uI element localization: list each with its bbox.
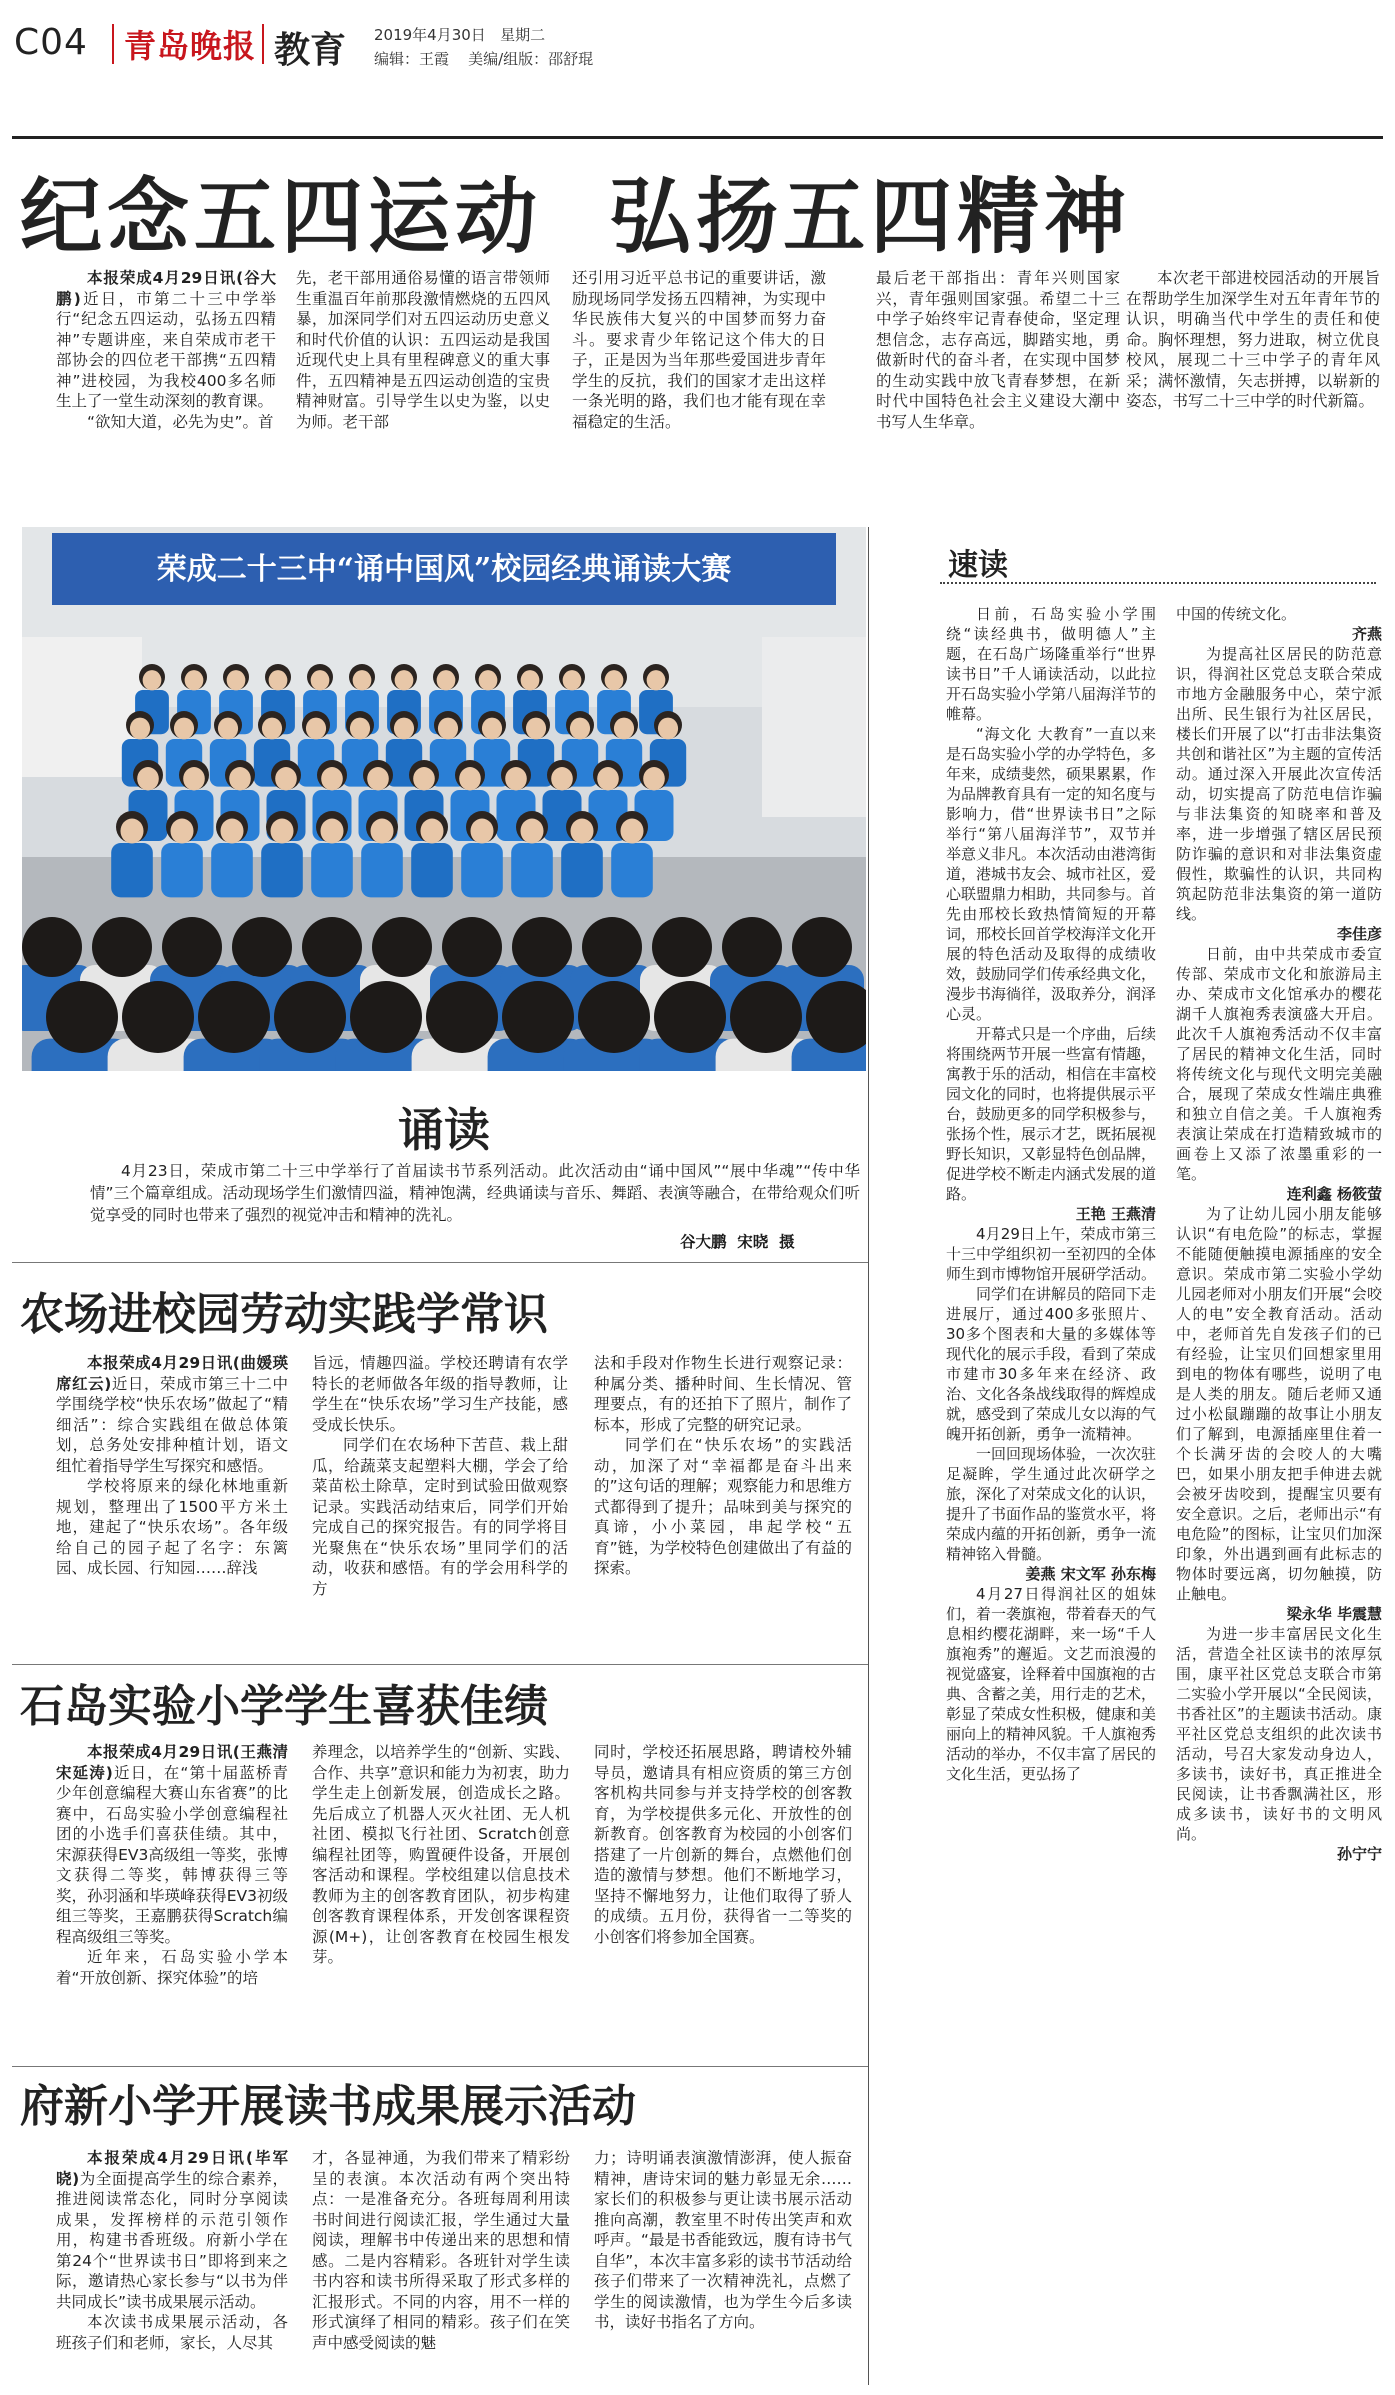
student-face <box>521 670 540 690</box>
student-face <box>185 670 204 690</box>
audience-head <box>426 981 498 1053</box>
sudu-title-rule <box>940 582 1376 584</box>
page-headline: 纪念五四运动 弘扬五四精神 <box>20 170 1132 265</box>
shidao-article-col-2 <box>312 1742 570 2058</box>
lead-article-col-3 <box>572 268 826 516</box>
photo-section-title: 诵读 <box>398 1103 490 1157</box>
student-face <box>218 718 238 740</box>
masthead <box>0 0 1395 80</box>
student-face <box>620 819 643 844</box>
audience-head <box>442 917 502 977</box>
farm-article-col-1 <box>56 1353 288 1661</box>
article-text: 养理念，以培养学生的“创新、实践、合作、共享”意识和能力为初衷，助力学生走上创新发展，创造成长之路。先后成立了机器人灭火社团、无人机社团、模拟飞行社团、Scratch创意编程社团等，购置硬件设备，开展创客活动和课程。学校组建以信息技术教师为主的创客教育团队，初步构建创客教育课程体系，开发创客课程资源(M+)，让创客教育在校园生根发芽。 <box>312 1743 570 1966</box>
article-text: 本次读书成果展示活动，各班孩子们和老师，家长，人尽其 <box>56 2313 288 2352</box>
fuxin-article-col-1 <box>56 2148 288 2384</box>
article-text: 近日，在“第十届蓝桥青少年创意编程大赛山东省赛”的比赛中，石岛实验小学创意编程社团的小选手们喜获佳绩。其中，宋源获得EV3高级组一等奖，张博文获得二等奖，韩博获得三等奖，孙羽涵和毕瑛峰获得EV3初级组三等奖，王嘉鹏获得Scratch编程高级组三等奖。 <box>56 1763 288 1946</box>
student-face <box>229 767 251 790</box>
student-face <box>459 767 481 790</box>
student-face <box>370 819 393 844</box>
student-figure <box>161 843 203 897</box>
student-face <box>526 718 546 740</box>
brief-text: 同学们在讲解员的陪同下走进展厅，通过400多张照片、30多个图表和大量的多媒体等现代化的展示手段，看到了荣成市建市30多年来在经济、政治、文化各条战线取得的辉煌成就，感受到了荣成儿女以海的气魄开拓创新，勇争一流精神。 <box>946 1285 1156 1443</box>
dateline: 本报荣成4月29日讯(王燕清 宋延涛) <box>56 1743 288 1782</box>
brief-text: 4月29日上午，荣成市第三十三中学组织初一至初四的全体师生到市博物馆开展研学活动。 <box>946 1225 1156 1283</box>
brief-text: 为提高社区居民的防范意识，得润社区党总支联合荣成市地方金融服务中心，荣宁派出所、民生银行为社区居民，楼长们开展了以“打击非法集资 共创和谐社区”为主题的宣传活动。通过深入开展此次宣传活动，切实提高了防范电信诈骗与非法集资的知晓率和普及率，进一步增强了辖区居民预防诈骗的意识和对非法集资虚假性，欺骗性的认识，共同构筑起防范非法集资的第一道防线。 <box>1176 645 1382 923</box>
student-face <box>143 670 162 690</box>
student-face <box>413 767 435 790</box>
fuxin-article-title: 府新小学开展读书成果展示活动 <box>20 2081 636 2132</box>
brief-byline: 齐燕 <box>1351 625 1382 643</box>
audience-head <box>232 917 292 977</box>
student-figure <box>611 843 653 897</box>
student-figure <box>261 843 303 897</box>
student-figure <box>561 843 603 897</box>
photo-caption: 4月23日，荣成市第二十三中学举行了首届读书节系列活动。此次活动由“诵中国风”“展中华魂”“传中华情”三个篇章组成。活动现场学生们激情四溢，精神饱满，经典诵读与音乐、舞蹈、表演等融合，在带给观众们听觉享受的同时也带来了强烈的视觉冲击和精神的洗礼。 <box>90 1162 860 1224</box>
brief-text: “海文化 大教育”一直以来是石岛实验小学的办学特色，多年来，成绩斐然，硕果累累，作为品牌教育具有一定的知名度与影响力，借“世界读书日”之际举行“第八届海洋节”，双节并举意义非凡。本次活动由港湾街道，港城书友会、城市社区，爱心联盟鼎力相助，共同参与。首先由邢校长致热情简短的开幕词，邢校长回首学校海洋文化开展的特色活动及取得的成绩收效，鼓励同学们传承经典文化，漫步书海徜徉，汲取养分，润泽心灵。 <box>946 725 1156 1023</box>
brief-text: 为了让幼儿园小朋友能够认识“有电危险”的标志，掌握不能随便触摸电源插座的安全意识。荣成市第二实验小学幼儿园老师对小朋友们开展“会咬人的电”安全教育活动。活动中，老师首先自发孩子们的已有经验，让宝贝们回想家里用到电的物体有哪些，说明了电是人类的朋友。随后老师又通过小松鼠蹦蹦的故事让小朋友们了解到，电源插座里住着一个长满牙齿的会咬人的大嘴巴，如果小朋友把手伸进去就会被牙齿咬到，提醒宝贝要有安全意识。之后，老师出示“有电危险”的图标，让宝贝们加深印象，外出遇到画有此标志的物体时要远离，切勿触摸，防止触电。 <box>1176 1205 1382 1603</box>
brief-text: 日前，石岛实验小学围绕“读经典书，做明德人”主题，在石岛广场隆重举行“世界读书日”千人诵读活动，以此拉开石岛实验小学第八届海洋节的帷幕。 <box>946 605 1156 723</box>
farm-article-title: 农场进校园劳动实践学常识 <box>20 1289 548 1340</box>
article-text: 近日，荣成市第三十二中学围绕学校“快乐农场”做起了“精细活”：综合实践组在做总体策划，总务处安排种植计划，语文组忙着指导学生写探究和感悟。 <box>56 1374 288 1475</box>
dateline: 本报荣成4月29日讯(曲媛瑛 席红云) <box>56 1354 288 1393</box>
audience-head <box>654 981 726 1053</box>
audience-head <box>274 981 346 1053</box>
article-text: “欲知大道，必先为史”。首 <box>87 412 274 431</box>
student-face <box>597 767 619 790</box>
farm-article-col-3 <box>594 1353 852 1661</box>
student-face <box>174 718 194 740</box>
audience-head <box>92 917 152 977</box>
audience-head <box>722 917 782 977</box>
student-figure <box>311 843 353 897</box>
student-face <box>570 718 590 740</box>
audience-head <box>652 917 712 977</box>
student-face <box>482 718 502 740</box>
brief-text: 开幕式只是一个序曲，后续将围绕两节开展一些富有情趣，寓教于乐的活动，相信在丰富校园文化的同时，也将提供展示平台，鼓励更多的同学积极参与，张扬个性，展示才艺，既拓展视野长知识，又彰显特色创品牌，促进学校不断走内涵式发展的道路。 <box>946 1025 1156 1203</box>
student-face <box>520 819 543 844</box>
student-face <box>605 670 624 690</box>
photo-credit: 谷大鹏 宋晓 摄 <box>680 1233 795 1251</box>
column-divider <box>868 527 869 2385</box>
brief-byline: 梁永华 毕震慧 <box>1286 1605 1382 1623</box>
student-face <box>614 718 634 740</box>
sudu-col-a <box>946 604 1156 2384</box>
student-face <box>367 767 389 790</box>
student-face <box>658 718 678 740</box>
audience-head <box>792 917 852 977</box>
student-face <box>643 767 665 790</box>
brief-text: 日前，由中共荣成市委宣传部、荣成市文化和旅游局主办、荣成市文化馆承办的樱花湖千人旗袍秀表演盛大开启。此次千人旗袍秀活动不仅丰富了居民的精神文化生活，同时将传统文化与现代文明完美融合，展现了荣成女性端庄典雅和独立自信之美。千人旗袍秀表演让荣成在打造精致城市的画卷上又添了浓墨重彩的一笔。 <box>1176 945 1382 1183</box>
audience-head <box>582 917 642 977</box>
audience-head <box>198 981 270 1053</box>
article-text: 最后老干部指出：青年兴则国家兴，青年强则国家强。希望二十三中学子始终牢记青春使命，坚定理想信念，志存高远，脚踏实地，勇做新时代的奋斗者，在实现中国梦的生动实践中放飞青春梦想，在新时代中国特色社会主义建设大潮中书写人生华章。 <box>876 269 1120 431</box>
student-face <box>438 718 458 740</box>
student-face <box>220 819 243 844</box>
brief-text: 4月27日得润社区的姐妹们，着一袭旗袍，带着春天的气息相约樱花湖畔，来一场“千人旗袍秀”的邂逅。文艺而浪漫的视觉盛宴，诠释着中国旗袍的古典、含蓄之美，用行走的艺术，彰显了荣成女性积极，健康和美丽向上的精神风貌。千人旗袍秀活动的举办，不仅丰富了居民的文化生活，更弘扬了 <box>946 1585 1156 1783</box>
audience-head <box>162 917 222 977</box>
student-face <box>306 718 326 740</box>
farm-article-col-2 <box>312 1353 568 1661</box>
sudu-col-b <box>1176 604 1382 2384</box>
article-text: 法和手段对作物生长进行观察记录：种属分类、播种时间、生长情况、管理要点，有的还拍下了照片，制作了标本，形成了完整的研究记录。 <box>594 1354 852 1434</box>
student-face <box>551 767 573 790</box>
article-text: 学校将原来的绿化林地重新规划，整理出了1500平方米土地，建起了“快乐农场”。各年级给自己的园子起了名字：东篱园、成长园、行知园……辞浅 <box>56 1477 288 1577</box>
masthead-divider <box>262 24 264 64</box>
audience-head <box>730 981 802 1053</box>
dateline: 本报荣成4月29日讯(谷大鹏) <box>56 269 276 308</box>
article-text: 近年来，石岛实验小学本着“开放创新、探究体验”的培 <box>56 1948 288 1987</box>
fuxin-article-col-3 <box>594 2148 852 2384</box>
article-text: 本次老干部进校园活动的开展旨在帮助学生加深学生对五年青年节的认识，明确当代中学生的责任和使命。胸怀理想，努力进取，树立优良校风，展现二十三中学子的青年风采；满怀激情，矢志拼搏，以崭新的姿态，书写二十三中学的时代新篇。 <box>1126 269 1380 410</box>
section-divider <box>12 1664 868 1665</box>
brief-text: 一回回现场体验，一次次驻足凝眸，学生通过此次研学之旅，深化了对荣成文化的认识，提升了书面作品的鉴赏水平，将荣成内蕴的开拓创新，勇争一流精神铭入骨髓。 <box>946 1445 1156 1563</box>
student-figure <box>411 843 453 897</box>
student-face <box>137 767 159 790</box>
article-text: 同时，学校还拓展思路，聘请校外辅导员，邀请具有相应资质的第三方创客机构共同参与并支持学校的创客教育，为学校提供多元化、开放性的创新教育。创客教育为校园的小创客们搭建了一片创新的舞台，点燃他们创造的激情与梦想。他们不断地学习，坚持不懈地努力，让他们取得了骄人的成绩。五月份，获得省一二等奖的小创客们将参加全国赛。 <box>594 1743 852 1946</box>
student-face <box>353 670 372 690</box>
student-face <box>275 767 297 790</box>
masthead-divider <box>112 24 114 64</box>
brief-byline: 王艳 王燕清 <box>1075 1205 1156 1223</box>
page-number: C04 <box>14 22 88 63</box>
shidao-article-col-1 <box>56 1742 288 2058</box>
audience-head <box>502 981 574 1053</box>
brief-byline: 李佳彦 <box>1336 925 1382 943</box>
audience-head <box>372 917 432 977</box>
student-figure <box>361 843 403 897</box>
student-face <box>170 819 193 844</box>
editor-credits: 编辑：王霞 美编/组版：邵舒琨 <box>374 50 594 68</box>
lead-article-col-1 <box>56 268 276 516</box>
event-photo <box>22 527 866 1071</box>
lead-article-col-2 <box>296 268 550 516</box>
student-figure <box>111 843 153 897</box>
sudu-title: 速读 <box>948 548 1008 583</box>
student-face <box>183 767 205 790</box>
audience-head <box>578 981 650 1053</box>
dateline: 本报荣成4月29日讯(毕军晓) <box>56 2149 288 2188</box>
top-rule <box>12 136 1383 139</box>
photo-banner: 荣成二十三中“诵中国风”校园经典诵读大赛 <box>156 552 732 587</box>
brief-text: 为进一步丰富居民文化生活，营造全社区读书的浓厚氛围，康平社区党总支联合市第二实验小学开展以“全民阅读，书香社区”的主题读书活动。康平社区党总支组织的此次读书活动，号召大家发动身边人，多读书，读好书，真正推进全民阅读，让书香飘满社区，形成多读书，读好书的文明风尚。 <box>1176 1625 1382 1843</box>
shidao-article-title: 石岛实验小学学生喜获佳绩 <box>20 1681 548 1732</box>
fuxin-article-col-2 <box>312 2148 570 2384</box>
article-text: 同学们在农场种下苦苣、栽上甜瓜，给蔬菜支起塑料大棚，学会了给菜苗松土除草，定时到试验田做观察记录。实践活动结束后，同学们开始完成自己的探究报告。有的同学将目光聚焦在“快乐农场”里同学们的活动，收获和感悟。有的学会用科学的方 <box>312 1436 568 1598</box>
audience-head <box>302 917 362 977</box>
audience-head <box>22 917 82 977</box>
article-text: 先，老干部用通俗易懂的语言带领师生重温百年前那段激情燃烧的五四风暴，加深同学们对五四运动历史意义和时代价值的认识：五四运动是我国近现代史上具有里程碑意义的重大事件，五四精神是五四运动创造的宝贵精神财富。引导学生以史为鉴，以史为师。老干部 <box>296 269 550 431</box>
student-face <box>227 670 246 690</box>
brief-byline: 孙宁宁 <box>1336 1845 1382 1863</box>
student-face <box>130 718 150 740</box>
student-figure <box>461 843 503 897</box>
student-face <box>394 718 414 740</box>
article-text: 才，各显神通，为我们带来了精彩纷呈的表演。本次活动有两个突出特点：一是准备充分。各班每周利用读书时间进行阅读汇报，学生通过大量阅读，理解书中传递出来的思想和情感。二是内容精彩。各班针对学生读书内容和读书所得采取了形式多样的汇报形式。不同的内容，用不一样的形式演绎了相同的精彩。孩子们在笑声中感受阅读的魅 <box>312 2149 570 2352</box>
student-face <box>311 670 330 690</box>
audience-head <box>122 981 194 1053</box>
student-face <box>479 670 498 690</box>
audience-head <box>350 981 422 1053</box>
student-face <box>470 819 493 844</box>
student-face <box>563 670 582 690</box>
student-face <box>395 670 414 690</box>
article-text: 还引用习近平总书记的重要讲话，激励现场同学发扬五四精神，为实现中华民族伟大复兴的中国梦而努力奋斗。要求青少年铭记这个伟大的日子，正是因为当年那些爱国进步青年学生的反抗，我们的国家才走出这样一条光明的路，我们也才能有现在幸福稳定的生活。 <box>572 269 826 431</box>
lead-article-col-5 <box>1126 268 1380 516</box>
article-text: 同学们在“快乐农场”的实践活动，加深了对“幸福都是奋斗出来的”这句话的理解；观察能力和思维方式都得到了提升；品味到美与探究的真谛，小小菜园，串起学校“五育”链，为学校特色创建做出了有益的探索。 <box>594 1436 852 1577</box>
article-text: 力；诗明诵表演激情澎湃，使人振奋精神，唐诗宋词的魅力彰显无余……家长们的积极参与更让读书展示活动推向高潮，教室里不时传出笑声和欢呼声。“最是书香能致远，腹有诗书气自华”，本次丰富多彩的读书节活动给孩子们带来了一次精神洗礼，点燃了学生的阅读激情，也为学生今后多读书，读好书指名了方向。 <box>594 2149 852 2331</box>
article-text: 旨远，情趣四溢。学校还聘请有农学特长的老师做各年级的指导教师，让学生在“快乐农场”学习生产技能，感受成长快乐。 <box>312 1354 568 1434</box>
student-face <box>350 718 370 740</box>
audience-head <box>512 917 572 977</box>
student-face <box>262 718 282 740</box>
audience-head <box>46 981 118 1053</box>
student-figure <box>511 843 553 897</box>
lead-article-col-4 <box>876 268 1120 516</box>
brief-text: 中国的传统文化。 <box>1176 605 1297 623</box>
issue-date: 2019年4月30日 星期二 <box>374 26 546 44</box>
student-face <box>269 670 288 690</box>
student-face <box>570 819 593 844</box>
student-figure <box>211 843 253 897</box>
student-face <box>320 819 343 844</box>
student-face <box>505 767 527 790</box>
section-name: 教育 <box>274 30 347 71</box>
brief-byline: 姜燕 宋文军 孙东梅 <box>1025 1565 1156 1583</box>
student-face <box>321 767 343 790</box>
section-divider <box>12 2066 868 2067</box>
brief-byline: 连利鑫 杨筱萤 <box>1286 1185 1382 1203</box>
article-text: 为全面提高学生的综合素养，推进阅读常态化，同时分享阅读成果，发挥榜样的示范引领作用，构建书香班级。府新小学在第24个“世界读书日”即将到来之际，邀请热心家长参与“以书为伴 共同成长”读书成果展示活动。 <box>56 2169 288 2311</box>
student-face <box>270 819 293 844</box>
student-face <box>647 670 666 690</box>
section-divider <box>12 1262 868 1263</box>
student-face <box>420 819 443 844</box>
shidao-article-col-3 <box>594 1742 852 2058</box>
student-face <box>120 819 143 844</box>
student-face <box>437 670 456 690</box>
newspaper-logo: 青岛晚报 <box>124 27 257 65</box>
article-text: 近日，市第二十三中学举行“纪念五四运动，弘扬五四精神”专题讲座，来自荣成市老干部协会的四位老干部携“五四精神”进校园，为我校400多名师生上了一堂生动深刻的教育课。 <box>56 289 276 410</box>
